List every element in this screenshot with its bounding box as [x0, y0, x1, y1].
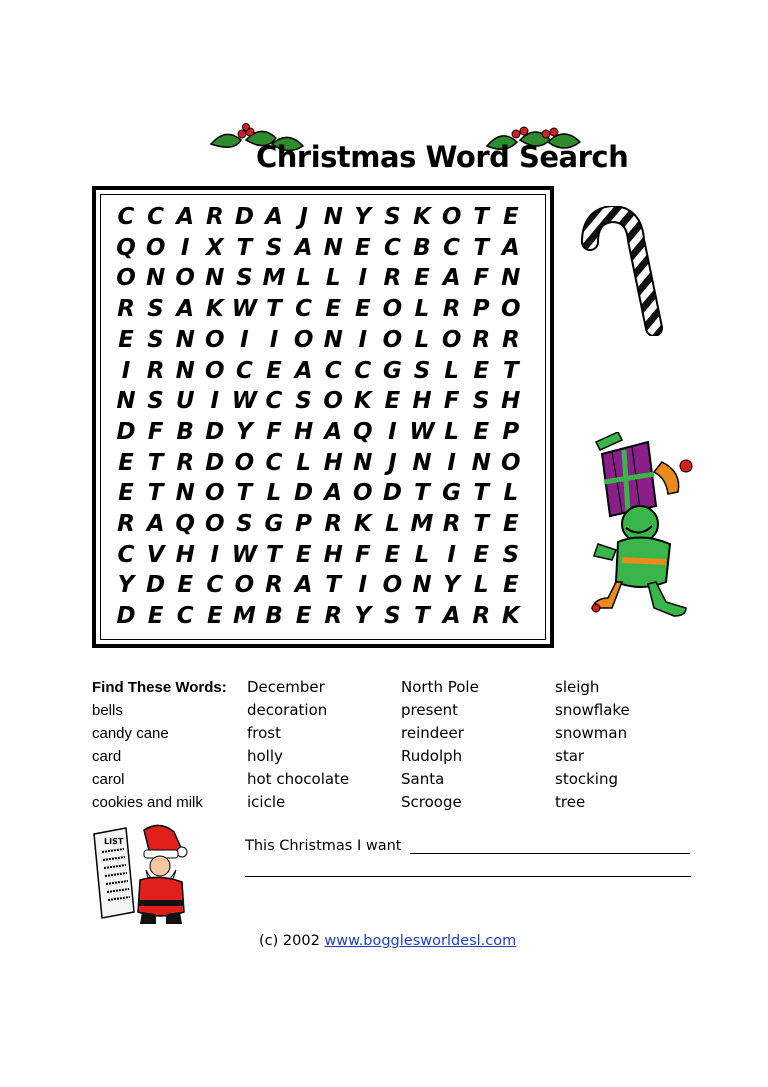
- grid-letter[interactable]: I: [358, 326, 368, 353]
- word-item: cookies and milk: [92, 794, 203, 811]
- grid-letter[interactable]: A: [501, 234, 520, 261]
- grid-letter[interactable]: A: [294, 572, 313, 599]
- grid-letter[interactable]: W: [231, 388, 258, 415]
- grid-letter[interactable]: F: [354, 541, 371, 568]
- grid-letter[interactable]: S: [413, 357, 431, 384]
- grid-letter[interactable]: O: [382, 572, 403, 599]
- grid-letter[interactable]: A: [294, 357, 313, 384]
- grid-letter[interactable]: L: [325, 265, 341, 292]
- word-item: card: [92, 748, 122, 765]
- grid-letter[interactable]: W: [231, 296, 258, 323]
- grid-letter[interactable]: Y: [236, 418, 253, 445]
- grid-letter[interactable]: R: [324, 511, 343, 537]
- grid-letter[interactable]: U: [175, 388, 195, 415]
- word-item: Rudolph: [401, 747, 463, 765]
- grid-letter[interactable]: W: [231, 541, 258, 568]
- grid-letter[interactable]: R: [117, 296, 135, 323]
- grid-letter[interactable]: L: [444, 357, 459, 384]
- title-block: [200, 122, 629, 184]
- grid-letter[interactable]: L: [385, 511, 400, 537]
- grid-letter[interactable]: I: [121, 357, 131, 384]
- word-item: frost: [247, 724, 281, 742]
- grid-letter[interactable]: S: [147, 296, 164, 323]
- word-item: star: [555, 747, 585, 765]
- grid-letter[interactable]: O: [323, 388, 343, 415]
- grid-letter[interactable]: N: [412, 449, 432, 476]
- word-item: icicle: [247, 793, 286, 811]
- grid-letter[interactable]: H: [175, 541, 195, 568]
- grid-letter[interactable]: I: [240, 326, 249, 353]
- grid-letter[interactable]: R: [205, 204, 224, 230]
- grid-letter[interactable]: X: [205, 234, 224, 261]
- word-item: Scrooge: [401, 793, 462, 811]
- grid-letter[interactable]: N: [175, 480, 195, 507]
- grid-letter[interactable]: N: [501, 265, 521, 292]
- grid-letter[interactable]: I: [210, 541, 220, 568]
- grid-letter[interactable]: T: [473, 480, 490, 507]
- grid-letter[interactable]: L: [414, 541, 430, 568]
- grid-letter[interactable]: E: [206, 603, 223, 630]
- grid-letter[interactable]: R: [501, 326, 520, 353]
- grid-letter[interactable]: R: [442, 296, 461, 323]
- grid-letter[interactable]: L: [296, 265, 311, 292]
- grid-letter[interactable]: D: [234, 204, 254, 230]
- grid-letter[interactable]: D: [382, 480, 402, 507]
- grid-letter[interactable]: T: [473, 511, 490, 537]
- grid-letter[interactable]: O: [382, 296, 403, 323]
- grid-letter[interactable]: N: [412, 572, 432, 599]
- grid-letter[interactable]: H: [323, 449, 343, 476]
- word-item: snowman: [555, 724, 628, 742]
- grid-letter[interactable]: M: [410, 511, 434, 537]
- grid-letter[interactable]: E: [325, 296, 342, 323]
- grid-letter[interactable]: C: [383, 234, 401, 261]
- grid-letter[interactable]: C: [324, 357, 342, 384]
- word-item: carol: [92, 771, 125, 788]
- grid-letter[interactable]: K: [353, 511, 372, 537]
- grid-letter[interactable]: N: [145, 265, 166, 292]
- grid-letter[interactable]: B: [265, 603, 283, 630]
- grid-letter[interactable]: T: [266, 541, 282, 568]
- grid-letter[interactable]: Y: [117, 572, 135, 599]
- grid-letter[interactable]: O: [175, 265, 195, 292]
- grid-letter[interactable]: Y: [354, 204, 372, 230]
- grid-letter[interactable]: A: [265, 204, 283, 230]
- grid-letter[interactable]: O: [501, 449, 521, 476]
- grid-letter[interactable]: E: [118, 326, 134, 353]
- word-item: North Pole: [401, 678, 479, 696]
- grid-letter[interactable]: N: [116, 388, 136, 415]
- grid-letter[interactable]: I: [447, 541, 456, 568]
- grid-letter[interactable]: T: [325, 572, 342, 599]
- grid-letter[interactable]: T: [473, 204, 490, 230]
- grid-letter[interactable]: L: [266, 480, 282, 507]
- grid-letter[interactable]: O: [382, 326, 403, 353]
- grid-letter[interactable]: K: [353, 388, 372, 415]
- grid-letter[interactable]: E: [147, 603, 164, 630]
- word-item: sleigh: [555, 678, 600, 696]
- grid-letter[interactable]: E: [502, 204, 519, 230]
- grid-letter[interactable]: N: [175, 326, 195, 353]
- grid-letter[interactable]: S: [384, 603, 401, 630]
- wish-answer-line-2[interactable]: [245, 876, 691, 877]
- grid-letter[interactable]: S: [147, 326, 164, 353]
- grid-letter[interactable]: A: [294, 234, 313, 261]
- grid-letter[interactable]: S: [236, 511, 253, 537]
- word-item: hot chocolate: [247, 770, 350, 788]
- grid-letter[interactable]: C: [235, 357, 253, 384]
- grid-letter[interactable]: R: [176, 449, 195, 476]
- grid-letter[interactable]: R: [324, 603, 343, 630]
- grid-letter[interactable]: O: [145, 234, 166, 261]
- candy-cane-icon: [578, 206, 664, 336]
- grid-letter[interactable]: C: [117, 204, 135, 230]
- grid-letter[interactable]: Q: [116, 234, 136, 261]
- grid-letter[interactable]: T: [502, 357, 519, 384]
- grid-letter[interactable]: E: [118, 480, 134, 507]
- word-item: candy cane: [92, 725, 169, 742]
- grid-letter[interactable]: C: [147, 204, 165, 230]
- grid-letter[interactable]: A: [324, 418, 343, 445]
- grid-letter[interactable]: A: [176, 204, 195, 230]
- grid-letter[interactable]: P: [295, 511, 313, 537]
- grid-letter[interactable]: E: [502, 511, 519, 537]
- grid-letter[interactable]: M: [232, 603, 256, 630]
- grid-letter[interactable]: E: [354, 234, 371, 261]
- grid-letter[interactable]: J: [299, 204, 308, 230]
- grid-letter[interactable]: K: [413, 204, 431, 230]
- grid-letter[interactable]: S: [384, 204, 401, 230]
- grid-letter[interactable]: O: [205, 480, 225, 507]
- grid-letter[interactable]: C: [176, 603, 194, 630]
- grid-letter[interactable]: I: [447, 449, 456, 476]
- grid-letter[interactable]: E: [473, 418, 490, 445]
- grid-letter[interactable]: R: [383, 265, 402, 292]
- grid-letter[interactable]: O: [234, 449, 255, 476]
- grid-letter[interactable]: S: [295, 388, 312, 415]
- grid-letter[interactable]: Y: [443, 572, 460, 599]
- grid-letter[interactable]: C: [117, 541, 135, 568]
- grid-letter[interactable]: T: [414, 480, 430, 507]
- grid-letter[interactable]: D: [116, 603, 136, 630]
- grid-letter[interactable]: G: [264, 511, 284, 537]
- word-column-1: [92, 676, 227, 814]
- grid-letter[interactable]: V: [146, 541, 165, 568]
- word-item: decoration: [247, 701, 328, 719]
- word-column-4: [555, 676, 630, 814]
- grid-letter[interactable]: R: [117, 511, 135, 537]
- grid-letter[interactable]: E: [354, 296, 371, 323]
- grid-letter[interactable]: A: [176, 296, 195, 323]
- grid-letter[interactable]: K: [501, 603, 520, 630]
- santa-list-label: LIST: [104, 837, 124, 846]
- word-item: Santa: [401, 770, 445, 788]
- grid-letter[interactable]: Q: [353, 418, 373, 445]
- grid-letter[interactable]: E: [266, 357, 282, 384]
- grid-letter[interactable]: G: [442, 480, 462, 507]
- copyright: [259, 933, 516, 949]
- grid-letter[interactable]: T: [266, 296, 282, 323]
- grid-letter[interactable]: S: [236, 265, 253, 292]
- grid-letter[interactable]: L: [414, 296, 430, 323]
- copyright-prefix: (c) 2002: [259, 933, 320, 949]
- grid-letter[interactable]: D: [205, 418, 225, 445]
- word-item: bells: [92, 702, 123, 719]
- grid-letter[interactable]: O: [353, 480, 373, 507]
- grid-letter[interactable]: N: [323, 204, 343, 230]
- grid-letter[interactable]: A: [146, 511, 165, 537]
- grid-letter[interactable]: W: [409, 418, 435, 445]
- grid-letter[interactable]: K: [205, 296, 224, 323]
- grid-letter[interactable]: O: [205, 357, 225, 384]
- grid-letter[interactable]: O: [205, 326, 225, 353]
- grid-letter[interactable]: L: [473, 572, 489, 599]
- grid-letter[interactable]: E: [384, 541, 401, 568]
- grid-letter[interactable]: S: [472, 388, 490, 415]
- grid-letter[interactable]: H: [501, 388, 521, 415]
- word-item: snowflake: [555, 701, 630, 719]
- grid-letter[interactable]: R: [265, 572, 283, 599]
- word-item: holly: [247, 747, 283, 765]
- grid-letter[interactable]: O: [234, 572, 255, 599]
- grid-letter[interactable]: H: [323, 541, 343, 568]
- grid-letter[interactable]: A: [442, 603, 461, 630]
- grid-letter[interactable]: D: [116, 418, 136, 445]
- grid-letter[interactable]: R: [442, 511, 461, 537]
- grid-letter[interactable]: E: [295, 541, 312, 568]
- grid-letter[interactable]: E: [473, 541, 490, 568]
- grid-letter[interactable]: D: [146, 572, 166, 599]
- grid-letter[interactable]: N: [471, 449, 491, 476]
- wish-answer-line-1[interactable]: [410, 853, 690, 854]
- grid-letter[interactable]: L: [444, 418, 459, 445]
- website-link[interactable]: www.bogglesworldesl.com: [324, 933, 517, 949]
- word-list-heading: Find These Words:: [92, 679, 227, 696]
- grid-letter[interactable]: E: [384, 388, 401, 415]
- grid-letter[interactable]: J: [388, 449, 397, 476]
- grid-letter[interactable]: B: [413, 234, 431, 261]
- word-column-2: [247, 676, 349, 814]
- grid-letter[interactable]: M: [262, 265, 286, 292]
- word-column-3: [401, 676, 479, 814]
- grid-letter[interactable]: T: [147, 449, 164, 476]
- grid-letter[interactable]: O: [293, 326, 314, 353]
- grid-letter[interactable]: A: [324, 480, 343, 507]
- santa-with-list-icon: [90, 820, 190, 926]
- grid-letter[interactable]: H: [412, 388, 432, 415]
- grid-letter[interactable]: R: [146, 357, 165, 384]
- grid-letter[interactable]: N: [205, 265, 225, 292]
- grid-letter[interactable]: N: [353, 449, 373, 476]
- word-item: tree: [555, 793, 586, 811]
- grid-letter[interactable]: I: [210, 388, 220, 415]
- grid-letter[interactable]: F: [147, 418, 164, 445]
- grid-letter[interactable]: T: [473, 234, 490, 261]
- grid-letter[interactable]: E: [295, 603, 312, 630]
- grid-letter[interactable]: L: [503, 480, 519, 507]
- grid-letter[interactable]: L: [296, 449, 311, 476]
- wish-prompt: This Christmas I want: [245, 838, 402, 854]
- grid-letter[interactable]: E: [177, 572, 194, 599]
- grid-letter[interactable]: E: [473, 357, 490, 384]
- grid-letter[interactable]: P: [472, 296, 490, 323]
- grid-letter[interactable]: O: [441, 204, 462, 230]
- grid-letter[interactable]: C: [265, 388, 283, 415]
- grid-letter[interactable]: N: [175, 357, 195, 384]
- grid-letter[interactable]: I: [388, 418, 397, 445]
- grid-letter[interactable]: E: [414, 265, 430, 292]
- grid-letter[interactable]: G: [382, 357, 402, 384]
- grid-letter[interactable]: L: [414, 326, 430, 353]
- grid-letter[interactable]: T: [236, 480, 253, 507]
- word-item: reindeer: [401, 724, 464, 742]
- grid-letter[interactable]: F: [266, 418, 282, 445]
- grid-letter[interactable]: T: [414, 603, 430, 630]
- grid-letter[interactable]: C: [265, 449, 283, 476]
- grid-letter[interactable]: T: [236, 234, 253, 261]
- grid-letter[interactable]: E: [118, 449, 134, 476]
- grid-letter[interactable]: D: [205, 449, 225, 476]
- grid-letter[interactable]: R: [472, 326, 491, 353]
- grid-letter[interactable]: A: [442, 265, 461, 292]
- grid-letter[interactable]: N: [323, 326, 343, 353]
- grid-letter[interactable]: O: [441, 326, 462, 353]
- grid-letter[interactable]: S: [265, 234, 283, 261]
- elf-with-present-icon: [582, 432, 704, 622]
- grid-letter[interactable]: S: [502, 541, 520, 568]
- grid-letter[interactable]: B: [176, 418, 194, 445]
- word-item: present: [401, 701, 459, 719]
- grid-letter[interactable]: O: [501, 296, 521, 323]
- grid-letter[interactable]: F: [443, 388, 460, 415]
- page-title: Christmas Word Search: [256, 140, 629, 174]
- grid-letter[interactable]: C: [443, 234, 461, 261]
- grid-letter[interactable]: O: [205, 511, 225, 537]
- grid-letter[interactable]: I: [358, 265, 368, 292]
- grid-letter[interactable]: I: [358, 572, 368, 599]
- grid-letter[interactable]: N: [323, 234, 343, 261]
- grid-letter[interactable]: F: [473, 265, 490, 292]
- grid-letter[interactable]: E: [502, 572, 519, 599]
- grid-letter[interactable]: I: [269, 326, 279, 353]
- grid-letter[interactable]: H: [293, 418, 314, 445]
- grid-letter[interactable]: T: [147, 480, 164, 507]
- word-item: stocking: [555, 770, 619, 788]
- grid-letter[interactable]: R: [472, 603, 491, 630]
- grid-letter[interactable]: C: [206, 572, 224, 599]
- grid-letter[interactable]: S: [147, 388, 164, 415]
- grid-letter[interactable]: I: [180, 234, 190, 261]
- grid-letter[interactable]: D: [294, 480, 314, 507]
- grid-letter[interactable]: C: [295, 296, 313, 323]
- grid-letter[interactable]: Q: [175, 511, 195, 537]
- grid-letter[interactable]: C: [354, 357, 372, 384]
- grid-letter[interactable]: P: [502, 418, 520, 445]
- grid-letter[interactable]: Y: [354, 603, 372, 630]
- word-item: December: [247, 678, 325, 696]
- grid-letter[interactable]: O: [116, 265, 136, 292]
